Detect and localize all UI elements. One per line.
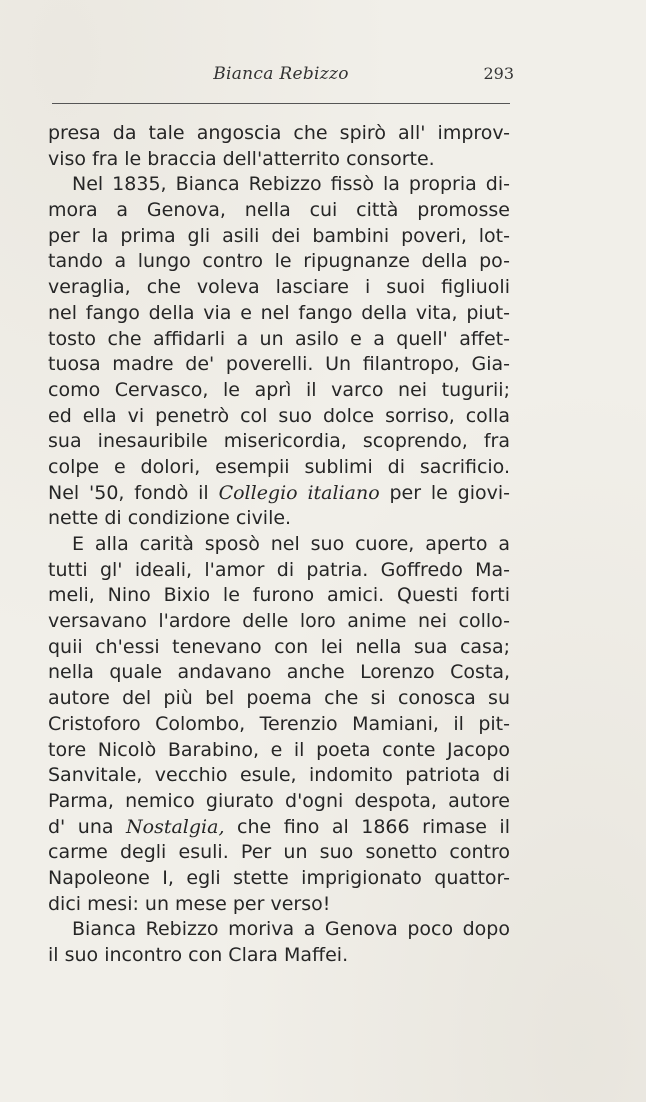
running-title: Bianca Rebizzo	[213, 64, 349, 84]
header-rule	[52, 103, 510, 104]
text-line: carme degli esuli. Per un suo sonetto contro	[48, 841, 510, 864]
text-line: per la prima gli asili dei bambini poveri, lot-	[48, 224, 510, 247]
text-line: Sanvitale, vecchio esule, indomito patriota di	[48, 764, 510, 787]
text-line: ed ella vi penetrò col suo dolce sorriso, colla	[48, 404, 510, 427]
text-segment: d' una	[48, 815, 114, 838]
italic-title: Nostalgia,	[126, 815, 225, 838]
text-line: viso fra le braccia dell'atterrito consorte.	[48, 147, 435, 170]
text-line: versavano l'ardore delle loro anime nei collo-	[48, 610, 510, 633]
running-header	[48, 62, 514, 90]
text-segment: per le giovi-	[389, 481, 511, 504]
text-line: nette di condizione civile.	[48, 507, 292, 530]
text-line: colpe e dolori, esempii sublimi di sacrificio.	[48, 455, 510, 478]
text-line: tando a lungo contro le ripugnanze della po-	[48, 250, 510, 273]
text-line: quii ch'essi tenevano con lei nella sua casa;	[48, 635, 510, 658]
text-line: Cristoforo Colombo, Terenzio Mamiani, il pit-	[48, 712, 510, 735]
text-segment: Nel '50, fondò il	[48, 481, 209, 504]
text-line: nella quale andavano anche Lorenzo Costa,	[48, 661, 510, 684]
text-segment: che fino al 1866 rimase il	[237, 815, 510, 838]
body-text	[48, 121, 510, 969]
page-number: 293	[483, 64, 514, 83]
text-line: tosto che affidarli a un asilo e a quell' affet-	[48, 327, 510, 350]
text-line: Bianca Rebizzo moriva a Genova poco dopo	[72, 918, 510, 941]
italic-title: Collegio italiano	[218, 481, 380, 504]
text-line: E alla carità sposò nel suo cuore, aperto a	[72, 533, 510, 555]
text-line-mixed	[48, 481, 510, 507]
text-line: mora a Genova, nella cui città promosse	[48, 199, 510, 222]
text-line: il suo incontro con Clara Maffei.	[48, 944, 349, 966]
text-line: meli, Nino Bixio le furono amici. Questi forti	[48, 584, 510, 607]
text-line: autore del più bel poema che si conosca su	[48, 687, 510, 710]
text-line: tore Nicolò Barabino, e il poeta conte Jacopo	[48, 738, 510, 761]
text-line-mixed	[48, 815, 510, 841]
text-line: Parma, nemico giurato d'ogni despota, autore	[48, 789, 510, 812]
text-line: tutti gl' ideali, l'amor di patria. Goffredo Ma-	[48, 558, 510, 581]
text-line: sua inesauribile misericordia, scoprendo, fra	[48, 430, 510, 453]
text-line: tuosa madre de' poverelli. Un filantropo, Gia-	[48, 353, 510, 376]
text-line: como Cervasco, le aprì il varco nei tugurii;	[48, 378, 510, 401]
text-line: presa da tale angoscia che spirò all' improv-	[48, 122, 510, 144]
text-line: nel fango della via e nel fango della vita, piut-	[48, 301, 510, 324]
text-line: dici mesi: un mese per verso!	[48, 892, 331, 915]
text-line: Napoleone I, egli stette imprigionato quattor-	[48, 866, 510, 889]
text-line: Nel 1835, Bianca Rebizzo fissò la propria di-	[72, 173, 510, 196]
text-line: veraglia, che voleva lasciare i suoi figliuoli	[48, 276, 510, 299]
